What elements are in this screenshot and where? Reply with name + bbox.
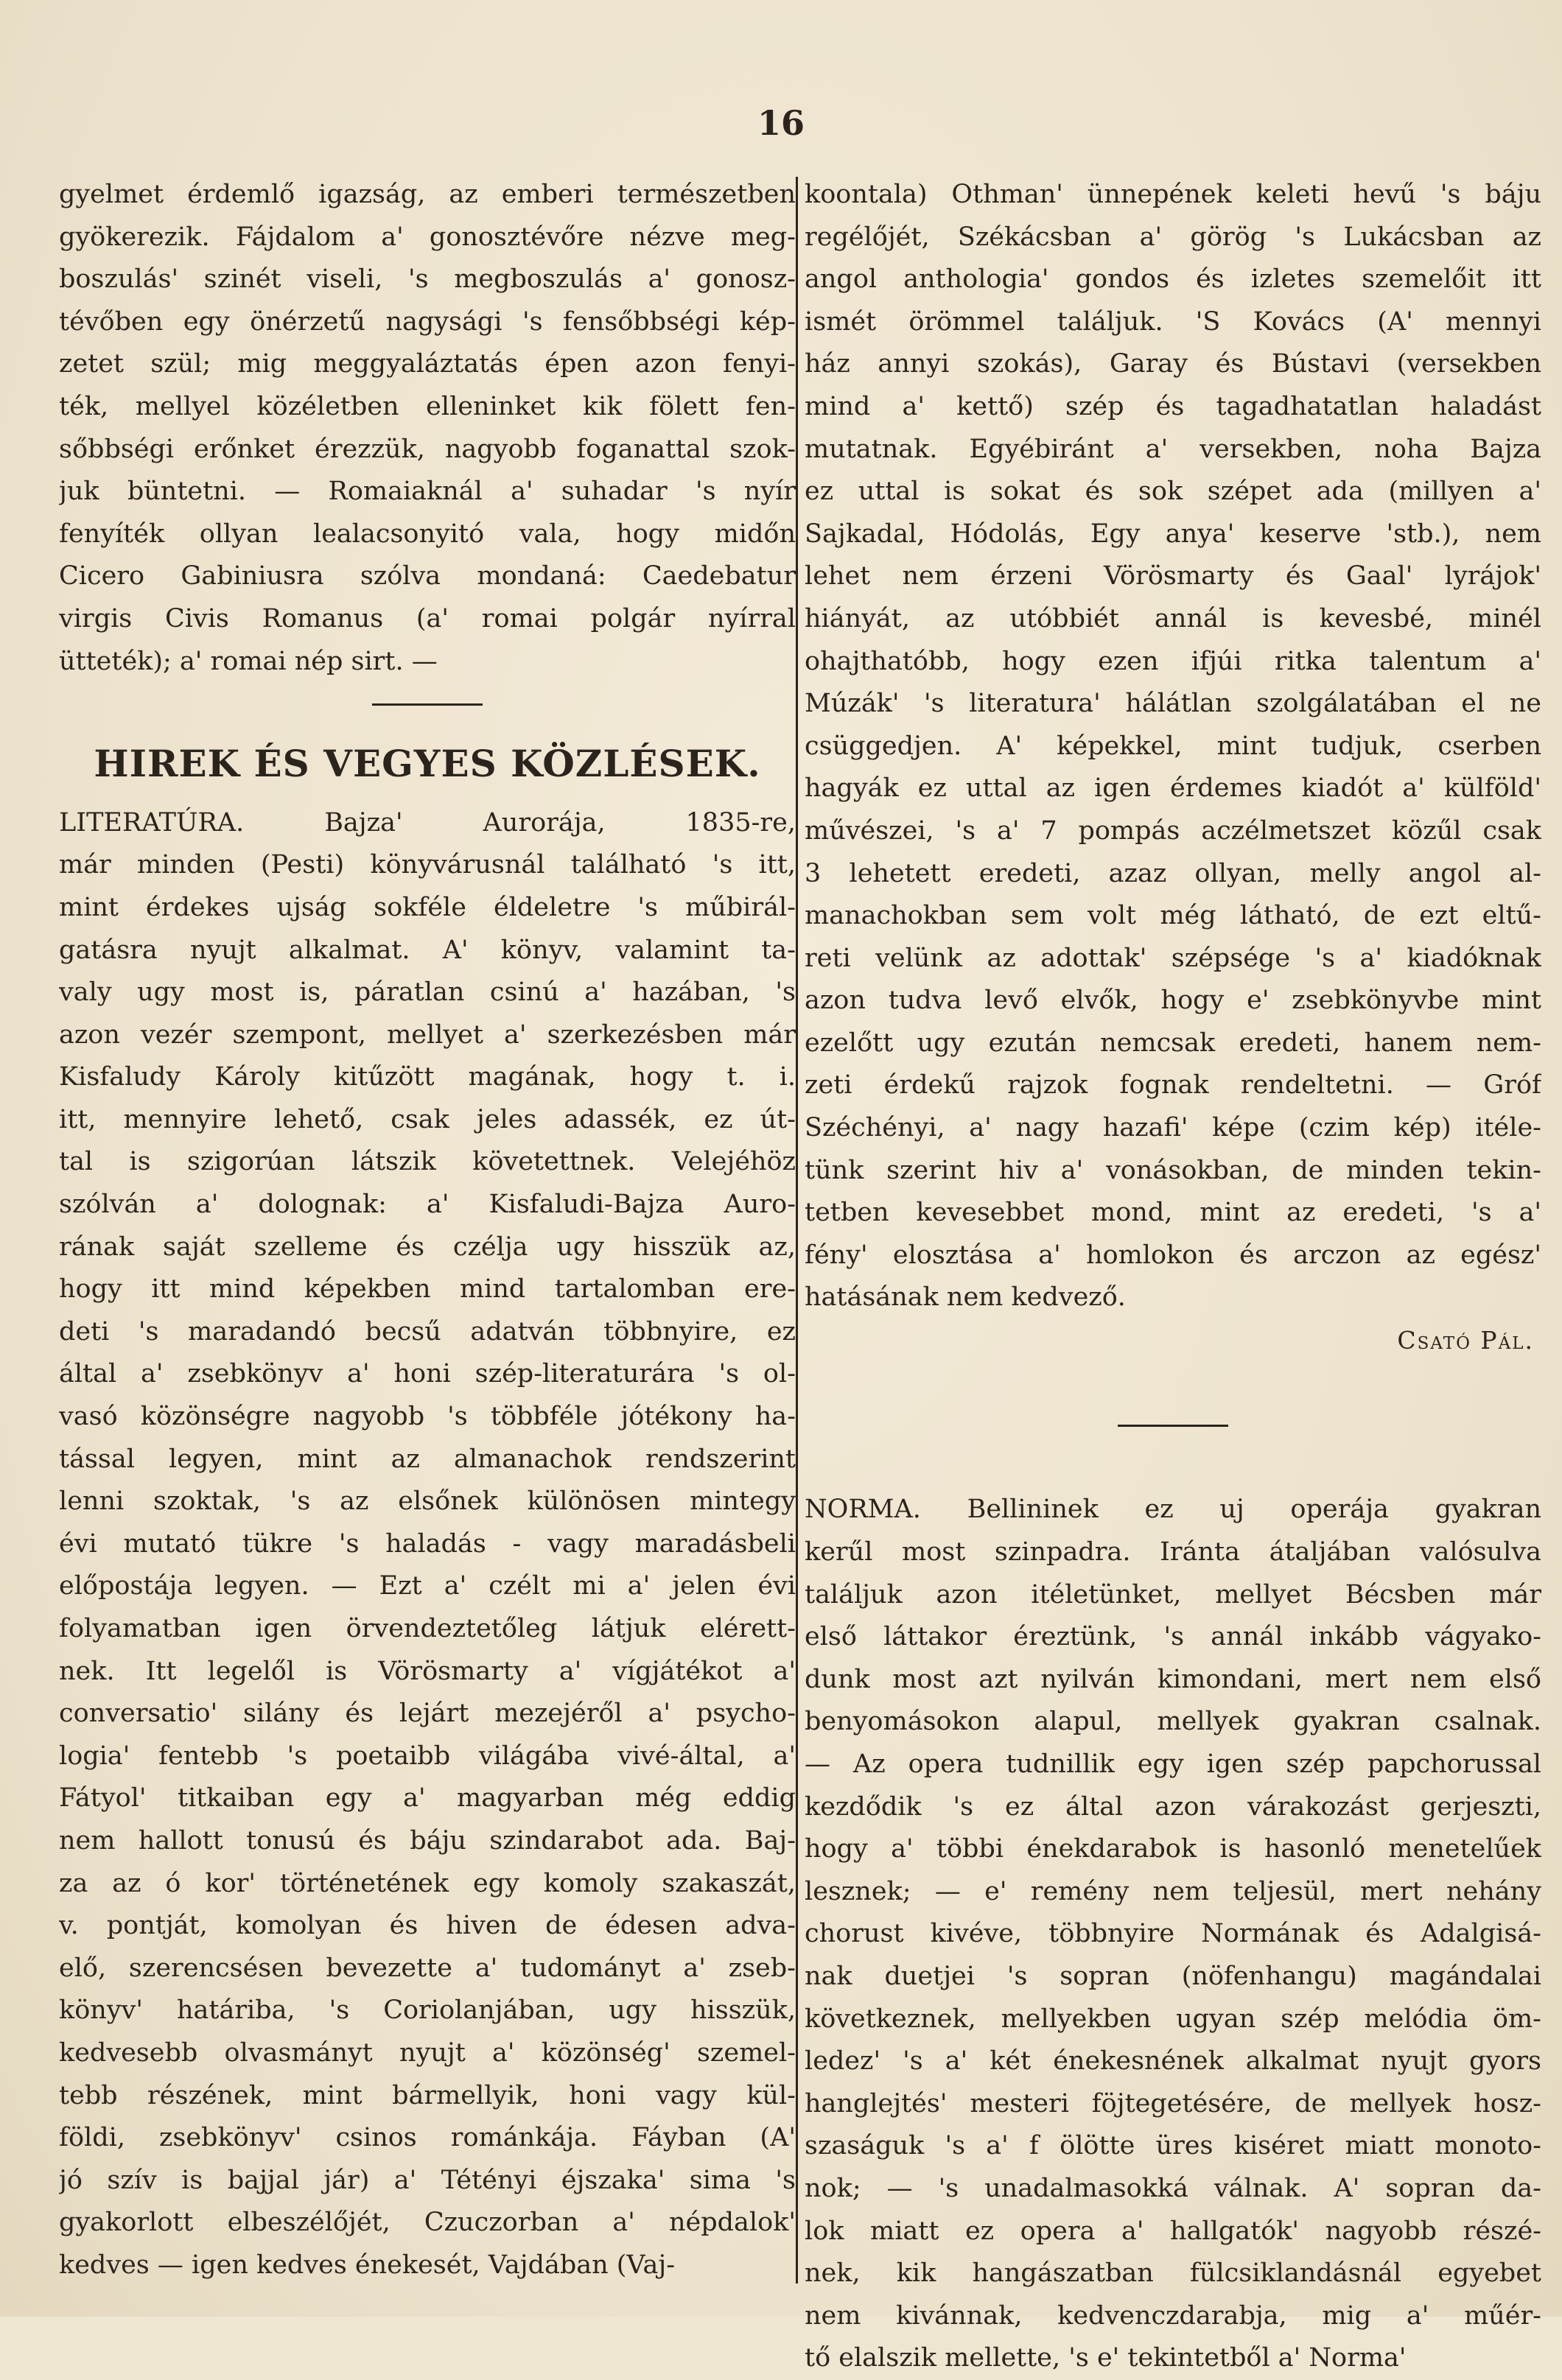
text-line: lesznek; — e' remény nem teljesül, mert nehány xyxy=(805,1876,1541,1906)
text-line: művészei, 's a' 7 pompás aczélmetszet közűl csak xyxy=(805,815,1541,846)
text-block-punishment xyxy=(59,174,796,683)
text-block-literatura xyxy=(59,802,796,2287)
text-line: ohajthatóbb, hogy ezen ifjúi ritka talentum a' xyxy=(805,646,1541,676)
text-line: lenni szoktak, 's az elsőnek különösen mintegy xyxy=(59,1486,796,1517)
text-line: conversatio' silány és lejárt mezejéről a' psycho- xyxy=(59,1699,796,1729)
text-line: nok; — 's unadalmasokká válnak. A' sopran da- xyxy=(805,2173,1541,2203)
text-line: évi mutató tükre 's haladás - vagy maradásbeli xyxy=(59,1528,796,1559)
text-line: azon vezér szempont, mellyet a' szerkezésben már xyxy=(59,1019,796,1050)
text-line: nak duetjei 's sopran (nöfenhangu) magándalai xyxy=(805,1961,1541,1991)
text-line: mutatnak. Egyébiránt a' versekben, noha Bajza xyxy=(805,434,1541,464)
text-line: Kisfaludy Károly kitűzött magának, hogy t. i. xyxy=(59,1062,796,1092)
text-line: mint érdekes ujság sokféle éldeletre 's műbirál- xyxy=(59,892,796,922)
text-line: gyakorlott elbeszélőjét, Czuczorban a' népdalok' xyxy=(59,2208,796,2238)
text-line: nem kivánnak, kedvenczdarabja, mig a' műér- xyxy=(805,2300,1541,2331)
section-separator xyxy=(805,1404,1541,1447)
text-line: fenyíték ollyan lealacsonyitó vala, hogy midőn xyxy=(59,519,796,549)
text-block-literatura-cont xyxy=(805,174,1541,1319)
text-line: tal is szigorúan látszik követettnek. Velejéhöz xyxy=(59,1147,796,1177)
text-line: Sajkadal, Hódolás, Egy anya' keserve 'stb.), nem xyxy=(805,519,1541,549)
text-line: sőbbségi erőnket érezzük, nagyobb foganattal szok- xyxy=(59,434,796,464)
text-line: zeti érdekű rajzok fognak rendeltetni. — Gróf xyxy=(805,1070,1541,1101)
text-line: NORMA. Bellininek ez uj operája gyakran xyxy=(805,1495,1541,1525)
text-line: tévőben egy önérzetű nagysági 's fensőbbségi kép- xyxy=(59,306,796,337)
text-line: Széchényi, a' nagy hazafi' képe (czim kép) itéle- xyxy=(805,1113,1541,1143)
text-line: deti 's maradandó becsű adatván többnyire, ez xyxy=(59,1316,796,1347)
text-line: v. pontját, komolyan és hiven de édesen adva- xyxy=(59,1911,796,1941)
text-line: manachokban sem volt még látható, de ezt eltű- xyxy=(805,901,1541,931)
text-line: lehet nem érzeni Vörösmarty és Gaal' lyrájok' xyxy=(805,561,1541,592)
text-line: za az ó kor' történetének egy komoly szakaszát, xyxy=(59,1868,796,1898)
left-column xyxy=(59,174,796,2287)
text-line: gyelmet érdemlő igazság, az emberi természetben xyxy=(59,180,796,209)
text-line: ledez' 's a' két énekesnének alkalmat nyujt gyors xyxy=(805,2046,1541,2077)
text-line: chorust kivéve, többnyire Normának és Adalgisá- xyxy=(805,1919,1541,1949)
text-line: lok miatt ez opera a' hallgatók' nagyobb részé- xyxy=(805,2216,1541,2246)
text-line: tetben kevesebbet mond, mint az eredeti, 's a' xyxy=(805,1198,1541,1228)
text-line: LITERATÚRA. Bajza' Aurorája, 1835-re, xyxy=(59,807,796,838)
page-number: 16 xyxy=(757,103,805,143)
text-line: Cicero Gabiniusra szólva mondaná: Caedebatur xyxy=(59,561,796,592)
text-line: hanglejtés' mesteri föjtegetésére, de mellyek hosz- xyxy=(805,2088,1541,2119)
text-line: földi, zsebkönyv' csinos románkája. Fáyban (A' xyxy=(59,2123,796,2153)
spacer xyxy=(805,1362,1541,1405)
text-line: dunk most azt nyilván kimondani, mert nem első xyxy=(805,1664,1541,1694)
text-line: tebb részének, mint bármellyik, honi vagy kül- xyxy=(59,2080,796,2110)
text-line: tünk szerint hiv a' vonásokban, de minden tekin- xyxy=(805,1155,1541,1185)
text-line: juk büntetni. — Romaiaknál a' suhadar 's nyír xyxy=(59,477,796,507)
text-line: első láttakor éreztünk, 's annál inkább vágyako- xyxy=(805,1622,1541,1652)
text-line: gyökerezik. Fájdalom a' gonosztévőre nézve meg- xyxy=(59,222,796,252)
text-line: nek. Itt legelől is Vörösmarty a' vígjátékot a' xyxy=(59,1656,796,1686)
text-line: már minden (Pesti) könyvárusnál található 's itt, xyxy=(59,850,796,880)
text-line: kedves — igen kedves énekesét, Vajdában (Vaj- xyxy=(59,2250,676,2280)
text-line: Múzák' 's literatura' hálátlan szolgálatában el ne xyxy=(805,689,1541,719)
text-line: reti velünk az adottak' szépsége 's a' kiadóknak xyxy=(805,943,1541,973)
text-line: nek, kik hangászatban fülcsiklandásnál egyebet xyxy=(805,2258,1541,2289)
text-line: tással legyen, mint az almanachok rendszerint xyxy=(59,1444,796,1474)
section-headline: HIREK ÉS VEGYES KÖZLÉSEK. xyxy=(94,741,761,785)
text-line: ház annyi szokás), Garay és Bústavi (versekben xyxy=(805,349,1541,379)
text-line: nem hallott tonusú és báju szindarabot ada. Baj- xyxy=(59,1825,796,1856)
text-line: által a' zsebkönyv a' honi szép-literaturára 's ol- xyxy=(59,1359,796,1389)
text-line: 3 lehetett eredeti, azaz ollyan, melly angol al- xyxy=(805,858,1541,888)
text-line: Fátyol' titkaiban egy a' magyarban még eddig xyxy=(59,1783,796,1814)
text-line: hatásának nem kedvező. xyxy=(805,1282,1126,1313)
text-block-norma xyxy=(805,1489,1541,2379)
author-signature: Csató Pál. xyxy=(1397,1326,1534,1355)
text-line: benyomásokon alapul, mellyek gyakran csalnak. xyxy=(805,1707,1541,1737)
text-line: kedvesebb olvasmányt nyujt a' közönség' szemel- xyxy=(59,2037,796,2068)
text-line: fény' elosztása a' homlokon és arczon az egész' xyxy=(805,1240,1541,1270)
text-line: logia' fentebb 's poetaibb világába vivé-által, a' xyxy=(59,1741,796,1771)
text-line: koontala) Othman' ünnepének keleti hevű 's báju xyxy=(805,180,1541,209)
text-line: ték, mellyel közéletben elleninket kik fölett fen- xyxy=(59,391,796,421)
text-line: — Az opera tudnillik egy igen szép papchorussal xyxy=(805,1749,1541,1779)
text-line: virgis Civis Romanus (a' romai polgár nyírral xyxy=(59,603,796,633)
text-line: találjuk azon itéletünket, mellyet Bécsben már xyxy=(805,1579,1541,1610)
text-line: gatásra nyujt alkalmat. A' könyv, valamint ta- xyxy=(59,935,796,965)
text-line: regélőjét, Székácsban a' görög 's Lukácsban az xyxy=(805,222,1541,252)
text-line: boszulás' szinét viseli, 's megboszulás a' gonosz- xyxy=(59,264,796,295)
text-line: hiányát, az utóbbiét annál is kevesbé, minél xyxy=(805,603,1541,633)
text-line: valy ugy most is, páratlan csinú a' hazában, 's xyxy=(59,977,796,1008)
text-line: rának saját szelleme és czélja ugy hisszük az, xyxy=(59,1232,796,1262)
column-divider xyxy=(796,177,798,2284)
text-line: mind a' kettő) szép és tagadhatatlan haladást xyxy=(805,391,1541,421)
text-line: folyamatban igen örvendeztetőleg látjuk elérett- xyxy=(59,1614,796,1643)
text-line: hagyák ez uttal az igen érdemes kiadót a' külföld' xyxy=(805,773,1541,804)
text-line: jó szív is bajjal jár) a' Tétényi éjszaka' sima 's xyxy=(59,2165,796,2195)
right-column xyxy=(805,174,1541,2380)
text-line: szólván a' dolognak: a' Kisfaludi-Bajza Auro- xyxy=(59,1190,796,1220)
text-line: csüggedjen. A' képekkel, mint tudjuk, cserben xyxy=(805,731,1541,761)
text-line: ütteték); a' romai nép sirt. — xyxy=(59,646,438,676)
spacer xyxy=(805,1447,1541,1489)
text-line: ez uttal is sokat és sok szépet ada (millyen a' xyxy=(805,477,1541,507)
text-line: előpostája legyen. — Ezt a' czélt mi a' jelen évi xyxy=(59,1571,796,1601)
text-line: következnek, mellyekben ugyan szép melódia öm- xyxy=(805,2004,1541,2034)
text-line: itt, mennyire lehető, csak jeles adassék, ez út- xyxy=(59,1104,796,1134)
text-line: zetet szül; mig meggyaláztatás épen azon fenyi- xyxy=(59,349,796,379)
text-line: azon tudva levő elvők, hogy e' zsebkönyvbe mint xyxy=(805,986,1541,1016)
text-line: kerűl most szinpadra. Iránta átaljában valósulva xyxy=(805,1537,1541,1567)
text-line: elő, szerencsésen bevezette a' tudományt a' zseb- xyxy=(59,1953,796,1983)
text-line: hogy a' többi énekdarabok is hasonló menetelűek xyxy=(805,1834,1541,1864)
text-line: tő elalszik mellette, 's e' tekintetből a' Norma' xyxy=(805,2343,1407,2373)
text-line: angol anthologia' gondos és izletes szemelőit itt xyxy=(805,264,1541,295)
section-separator xyxy=(59,683,796,726)
text-line: vasó közönségre nagyobb 's többféle jótékony ha- xyxy=(59,1402,796,1432)
text-line: szaságuk 's a' f ölötte üres kiséret miatt monoto- xyxy=(805,2131,1541,2161)
text-line: hogy itt mind képekben mind tartalomban ere- xyxy=(59,1274,796,1305)
text-line: könyv' határiba, 's Coriolanjában, ugy hisszük, xyxy=(59,1995,796,2026)
text-line: ezelőtt ugy ezután nemcsak eredeti, hanem nem- xyxy=(805,1028,1541,1058)
text-line: ismét örömmel találjuk. 'S Kovács (A' mennyi xyxy=(805,306,1541,337)
text-line: kezdődik 's ez által azon várakozást gerjeszti, xyxy=(805,1791,1541,1822)
